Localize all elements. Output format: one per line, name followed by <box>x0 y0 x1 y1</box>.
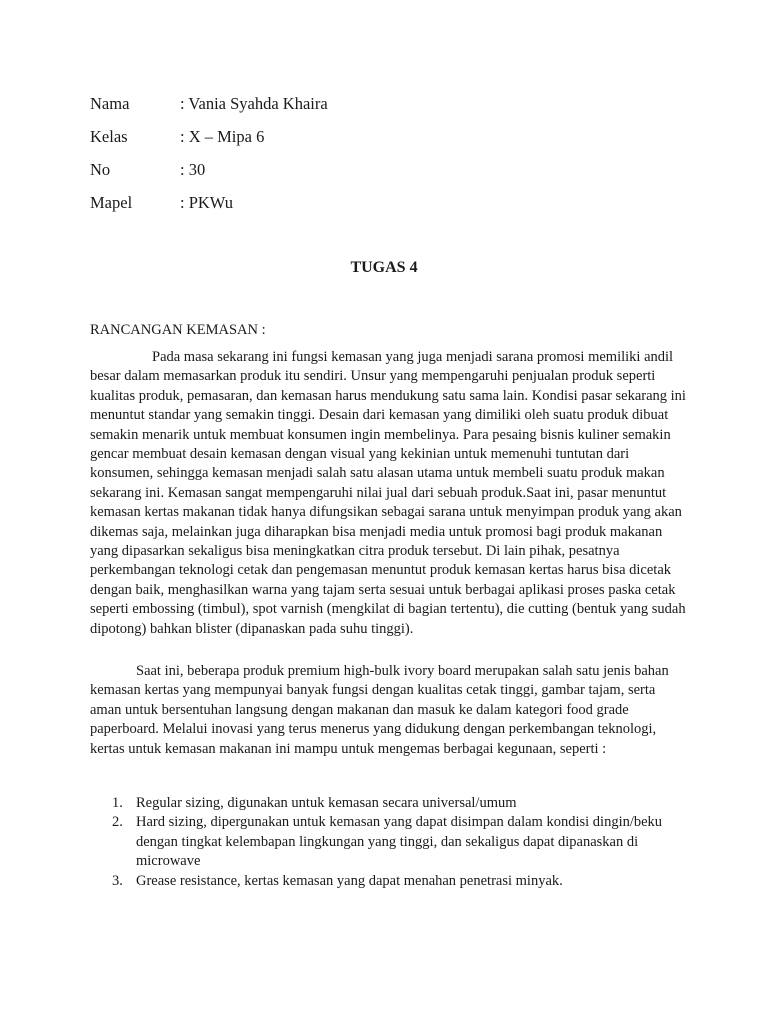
numbered-list <box>90 794 690 891</box>
list-text: Grease resistance, kertas kemasan yang dapat menahan penetrasi minyak. <box>136 872 563 889</box>
info-value: : PKWu <box>180 193 233 212</box>
info-value: : 30 <box>180 160 206 179</box>
info-label: No <box>90 160 111 179</box>
document-title: TUGAS 4 <box>350 259 418 276</box>
section-heading: RANCANGAN KEMASAN : <box>90 322 266 338</box>
info-label: Nama <box>90 94 130 113</box>
list-number: 3. <box>112 872 123 889</box>
info-label: Mapel <box>90 193 133 212</box>
body-paragraph-2: Saat ini, beberapa produk premium high-bulk ivory board merupakan salah satu jenis bahan kemasan kertas yang mempunyai banyak fungsi dengan kualitas cetak tinggi, gambar tajam, serta aman untuk bersentuhan langsung dengan makanan dan masuk ke dalam kategori food grade paperboard. Melalui inovasi yang terus menerus yang didukung dengan perkembangan teknologi, kertas untuk kemasan makanan ini mampu untuk mengemas berbagai kegunaan, seperti : <box>90 663 669 757</box>
list-number: 2. <box>112 814 123 831</box>
list-text: Hard sizing, dipergunakan untuk kemasan yang dapat disimpan dalam kondisi dingin/beku dengan tingkat kelembapan lingkungan yang tinggi, dan sekaligus dapat dipanaskan di microwave <box>136 814 663 870</box>
info-label: Kelas <box>90 127 128 146</box>
list-item <box>90 794 690 813</box>
list-item <box>90 872 690 891</box>
list-text: Regular sizing, digunakan untuk kemasan secara universal/umum <box>136 795 517 811</box>
info-value: : Vania Syahda Khaira <box>180 94 328 113</box>
list-item <box>90 813 690 871</box>
body-paragraph-1: Pada masa sekarang ini fungsi kemasan yang juga menjadi sarana promosi memiliki andil besar dalam memasarkan produk itu sendiri. Unsur yang mempengaruhi penjualan produk seperti kualitas produk, pemasaran, dan kemasan harus mendukung satu sama lain. Kondisi pasar sekarang ini menuntut standar yang semakin tinggi. Desain dari kemasan yang dimiliki oleh suatu produk dibuat semakin menarik untuk membuat konsumen ingin membelinya. Para pesaing bisnis kuliner semakin gencar membuat desain kemasan dengan visual yang kekinian untuk memenuhi tuntutan dari konsumen, sehingga kemasan menjadi salah satu alasan utama untuk membeli suatu produk makan sekarang ini. Kemasan sangat mempengaruhi nilai jual dari sebuah produk.Saat ini, pasar menuntut kemasan kertas makanan tidak hanya difungsikan sebagai sarana untuk menyimpan produk yang akan dikemas saja, melainkan juga diharapkan bisa menjadi media untuk promosi bagi produk makanan yang dipasarkan sekaligus bisa meningkatkan citra produk tersebut. Di lain pihak, pesatnya perkembangan teknologi cetak dan pengemasan menuntut produk kemasan kertas harus bisa dicetak dengan baik, menghasilkan warna yang tajam serta sesuai untuk berbagai aplikasi proses paska cetak seperti embossing (timbul), spot varnish (mengkilat di bagian tertentu), die cutting (bentuk yang sudah dipotong) bahkan blister (dipanaskan pada suhu tinggi). <box>90 349 686 637</box>
list-number: 1. <box>112 795 123 811</box>
info-value: : X – Mipa 6 <box>180 127 265 146</box>
